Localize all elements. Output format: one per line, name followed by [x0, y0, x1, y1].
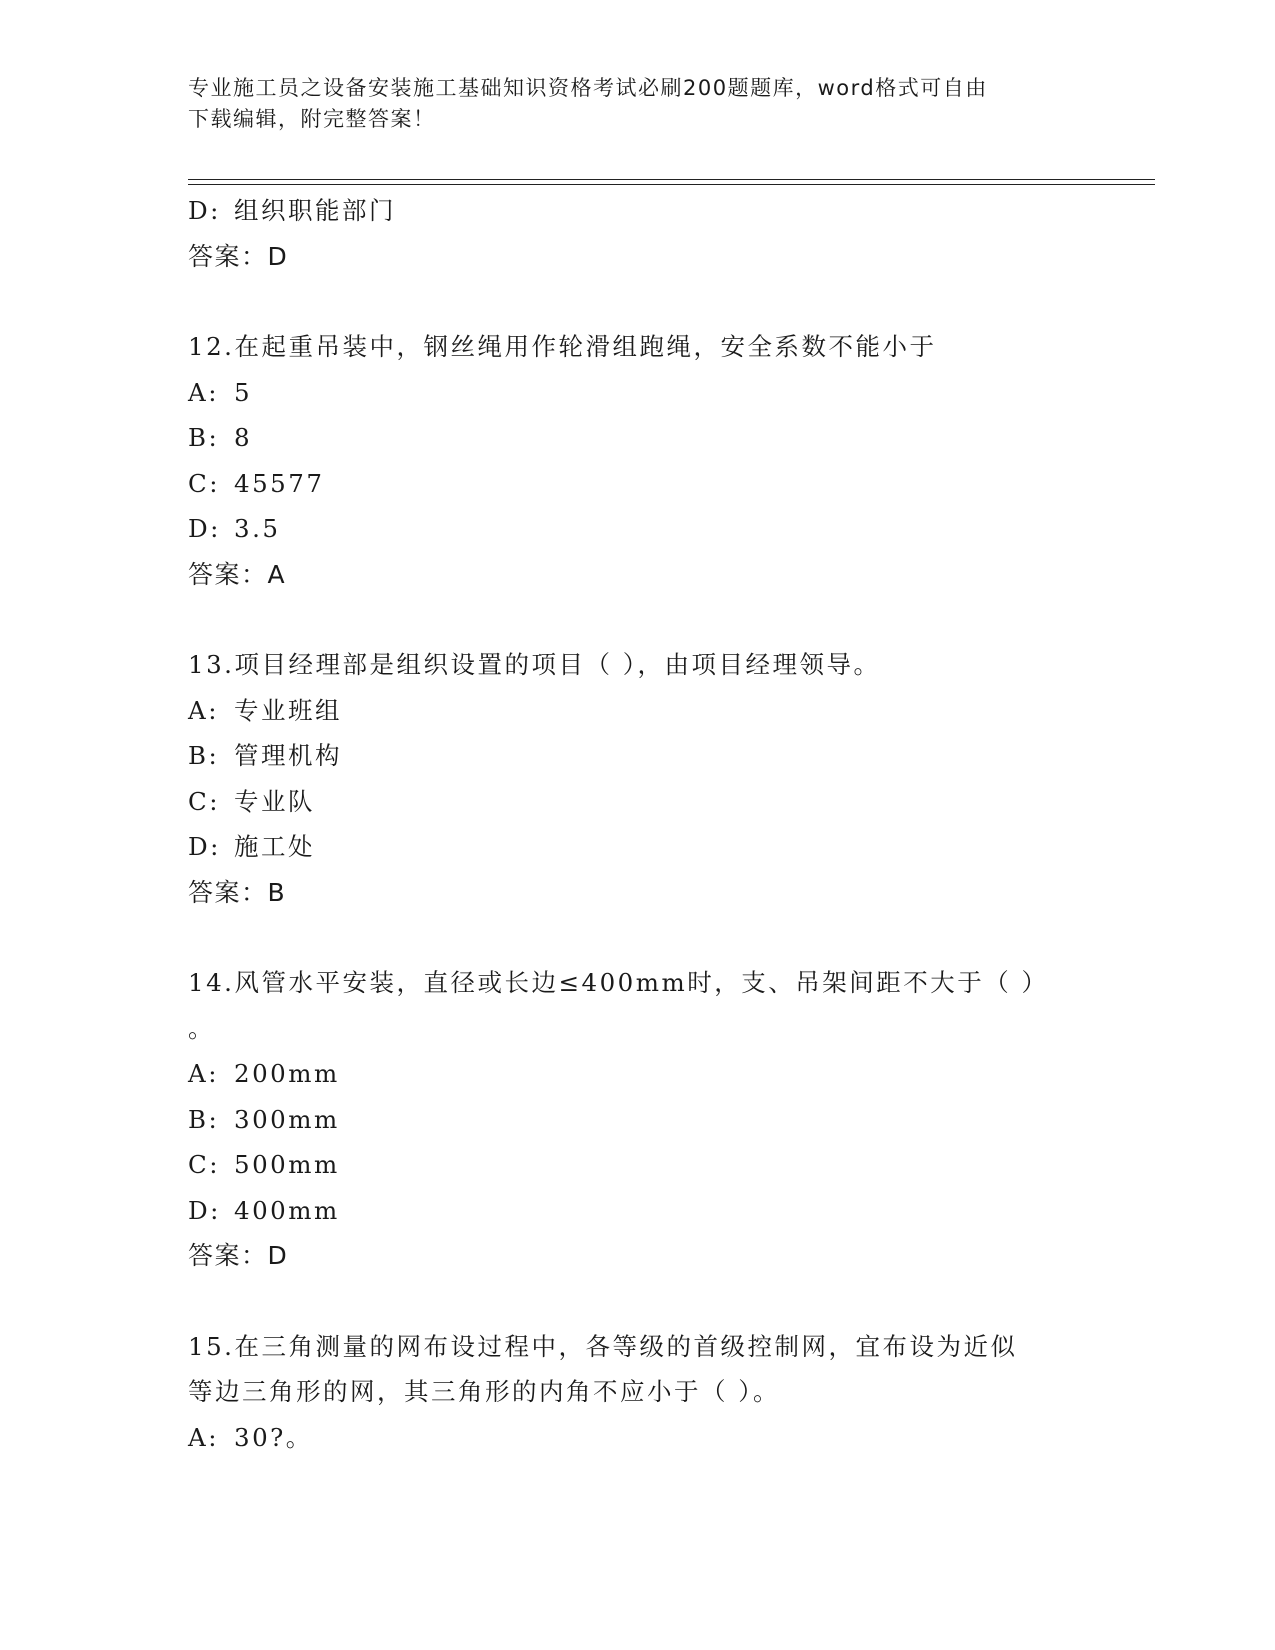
q14-option-b: [188, 1097, 1088, 1143]
q13-answer: 答案：B: [188, 877, 287, 907]
prev-answer: 答案：D: [188, 241, 289, 271]
prev-option-d: [188, 188, 1088, 234]
q15-option-a: [188, 1415, 1088, 1461]
q13-option-a: [188, 688, 1088, 734]
option-key: D:: [188, 832, 221, 861]
q12-option-c: [188, 461, 1088, 507]
option-text: 500mm: [234, 1150, 340, 1179]
q12-answer: 答案：A: [188, 559, 287, 589]
option-text: 专业班组: [234, 695, 342, 725]
header-divider-top: [188, 179, 1155, 180]
option-text: 管理机构: [234, 741, 342, 770]
option-text: 施工处: [234, 832, 315, 861]
q14-option-a: [188, 1051, 1088, 1097]
option-key: D:: [188, 1195, 221, 1225]
q13-option-d: [188, 824, 1088, 870]
option-text: 400mm: [234, 1195, 340, 1225]
q13-option-b: [188, 733, 1088, 779]
option-text: 8: [234, 423, 253, 452]
header-line-2: 下载编辑，附完整答案！: [188, 107, 436, 131]
option-key: B:: [188, 423, 220, 452]
header-line-1: 专业施工员之设备安装施工基础知识资格考试必刷200题题库，word格式可自由: [188, 76, 988, 100]
question-list: [188, 188, 1088, 1460]
q15-stem-line-2: 等边三角形的网，其三角形的内角不应小于（ ）。: [188, 1377, 781, 1406]
option-key: B:: [188, 741, 220, 770]
option-text: 5: [234, 377, 253, 407]
option-key: D:: [188, 514, 221, 543]
option-text: 300mm: [234, 1104, 340, 1134]
option-key: C:: [188, 468, 221, 498]
q12-option-b: [188, 415, 1088, 461]
option-key: C:: [188, 786, 221, 816]
document-header: [188, 73, 1088, 135]
option-key: C:: [188, 1150, 221, 1179]
q15-stem-line-1: 15.在三角测量的网布设过程中，各等级的首级控制网，宜布设为近似: [188, 1331, 1018, 1361]
q14-stem-line-1: 14.风管水平安装，直径或长边≤400mm时，支、吊架间距不大于（ ）: [188, 968, 1049, 997]
option-text: 专业队: [234, 786, 315, 816]
option-key: A:: [188, 377, 219, 407]
option-text: 组织职能部门: [234, 196, 396, 225]
option-text: 200mm: [234, 1059, 340, 1088]
q12-option-d: [188, 506, 1088, 552]
q13-stem: 13.项目经理部是组织设置的项目（ ），由项目经理领导。: [188, 650, 881, 679]
option-text: 3.5: [234, 514, 281, 543]
option-key: D:: [188, 196, 221, 225]
option-key: A:: [188, 1422, 219, 1452]
q14-option-d: [188, 1188, 1088, 1234]
option-text: 45577: [234, 468, 325, 498]
header-divider-bottom: [188, 184, 1155, 185]
q14-answer: 答案：D: [188, 1241, 289, 1270]
q14-stem-line-2: 。: [188, 1013, 215, 1043]
option-text: 30?。: [234, 1422, 313, 1452]
q14-option-c: [188, 1142, 1088, 1188]
q12-stem: 12.在起重吊装中，钢丝绳用作轮滑组跑绳，安全系数不能小于: [188, 332, 937, 361]
q13-option-c: [188, 779, 1088, 825]
q12-option-a: [188, 370, 1088, 416]
option-key: B:: [188, 1104, 220, 1134]
option-key: A:: [188, 1059, 219, 1088]
option-key: A:: [188, 695, 219, 725]
